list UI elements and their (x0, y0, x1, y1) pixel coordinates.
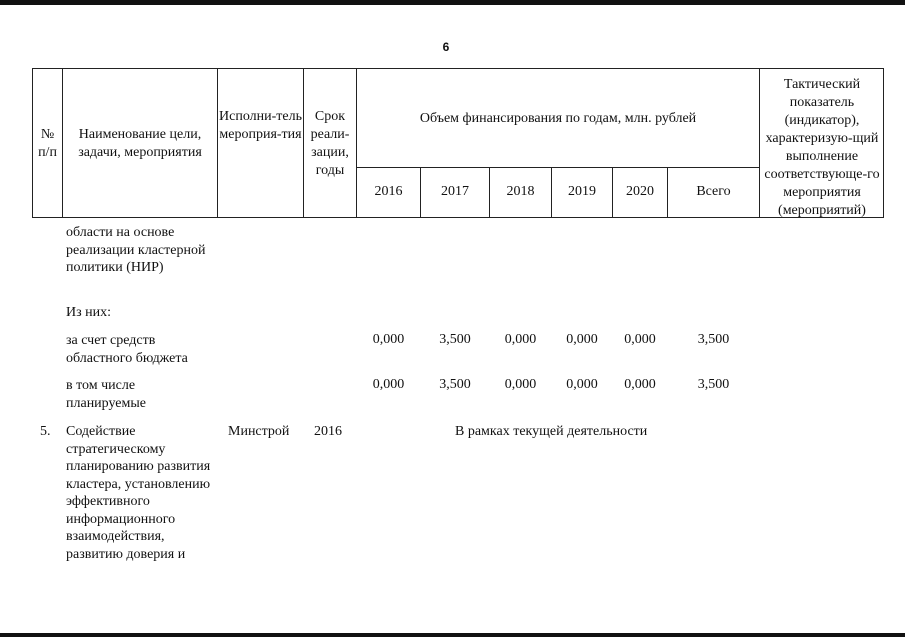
item-financing-note: В рамках текущей деятельности (455, 424, 648, 439)
header-term: Срок реали-зации, годы (310, 109, 350, 178)
value-2017: 3,500 (439, 377, 471, 392)
regional-budget-label: за счет средств областного бюджета (66, 333, 188, 366)
header-year-2020: 2020 (626, 184, 654, 199)
value-2016: 0,000 (372, 377, 405, 392)
item-text: Содействие стратегическому планированию развития кластера, установлению эффективного информационного взаимодействия, развитию доверия и (66, 424, 211, 562)
header-number: № п/п (38, 127, 57, 160)
value-2016: 0,000 (372, 332, 405, 347)
planned-label: в том числе планируемые (66, 378, 147, 411)
value-total: 3,500 (697, 377, 730, 392)
page-number: 6 (442, 40, 450, 54)
header-name: Наименование цели, задачи, мероприятия (78, 127, 202, 160)
value-2020: 0,000 (624, 377, 656, 392)
value-total: 3,500 (697, 332, 730, 347)
value-2019: 0,000 (566, 377, 598, 392)
value-2019: 0,000 (566, 332, 598, 347)
header-total: Всего (696, 184, 731, 199)
item-term: 2016 (314, 424, 342, 439)
header-indicator: Тактический показатель (индикатор), характеризую-щий выполнение соответствующе-го мероприятия (мероприятий) (764, 77, 880, 218)
header-year-2016: 2016 (374, 184, 403, 199)
continuation-text: области на основе реализации кластерной политики (НИР) (66, 225, 206, 275)
top-border (0, 0, 905, 5)
value-2020: 0,000 (624, 332, 656, 347)
header-executor: Исполни-тель мероприя-тия (219, 109, 302, 142)
bottom-border (0, 633, 905, 637)
header-year-2018: 2018 (506, 184, 535, 199)
item-executor: Минстрой (228, 424, 290, 439)
item-number: 5. (40, 424, 51, 439)
value-2017: 3,500 (439, 332, 471, 347)
header-year-2019: 2019 (568, 184, 596, 199)
value-2018: 0,000 (504, 377, 537, 392)
header-year-2017: 2017 (441, 184, 469, 199)
header-financing: Объем финансирования по годам, млн. рублей (419, 111, 697, 126)
of-them-label: Из них: (66, 305, 112, 320)
value-2018: 0,000 (504, 332, 537, 347)
